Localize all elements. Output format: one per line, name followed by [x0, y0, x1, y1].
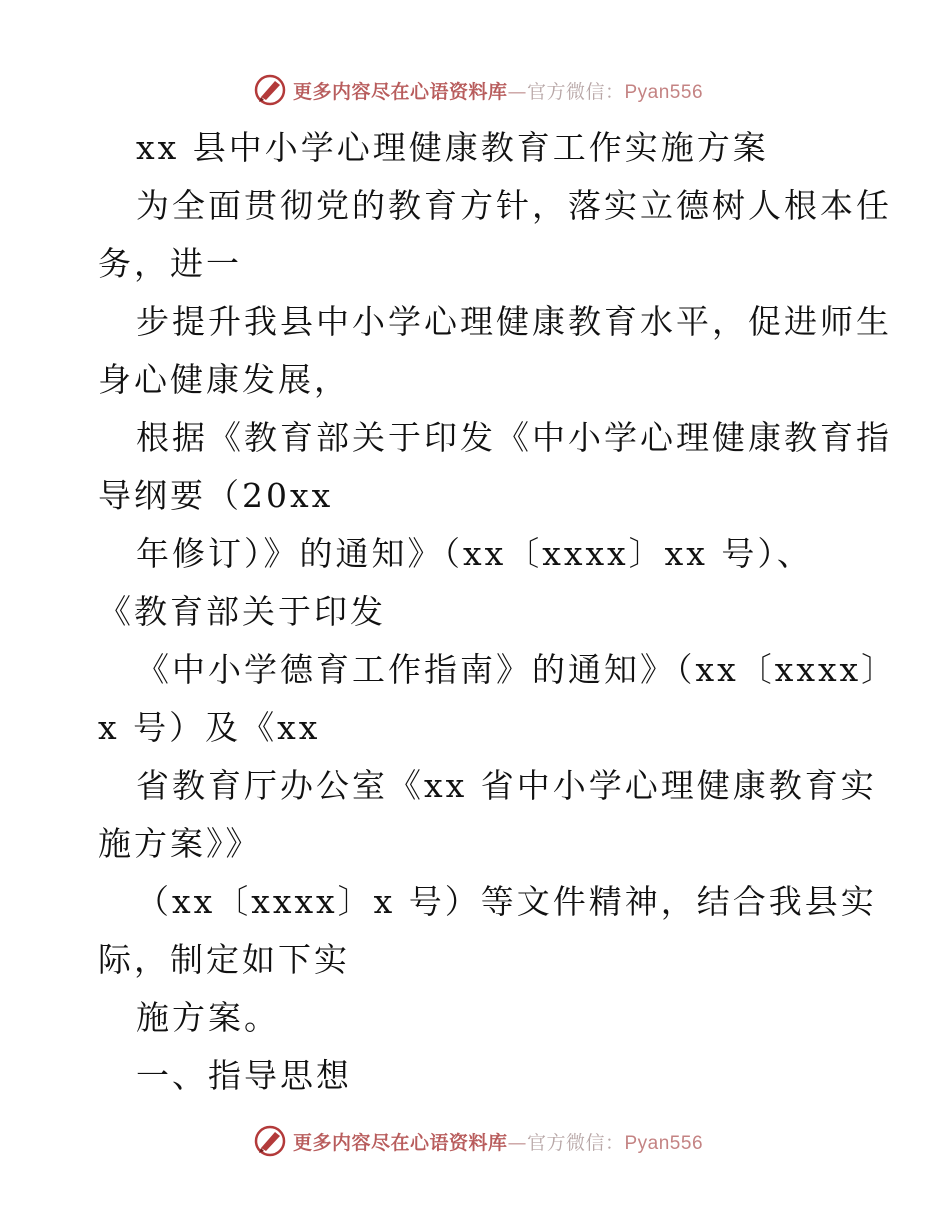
body-line: 为全面贯彻党的教育方针，落实立德树人根本任: [136, 186, 892, 225]
watermark-dash: —: [507, 1131, 527, 1154]
body-line: 省教育厅办公室《xx 省中小学心理健康教育实: [136, 766, 877, 805]
watermark-label: 官方微信：: [526, 80, 625, 103]
watermark-text: [293, 1128, 703, 1155]
watermark-site: 更多内容尽在心语资料库: [292, 80, 508, 103]
watermark-site: 更多内容尽在心语资料库: [292, 1131, 508, 1154]
body-line: 际，制定如下实: [98, 940, 350, 979]
body-line: 施方案》》: [98, 824, 262, 863]
watermark-id: Pyan556: [624, 1132, 704, 1154]
watermark-footer: [0, 1121, 950, 1161]
watermark-label: 官方微信：: [526, 1131, 625, 1154]
watermark-text: [293, 77, 703, 104]
body-line: 导纲要（20xx: [98, 476, 334, 515]
pen-logo-icon: [253, 1124, 287, 1158]
body-line: 根据《教育部关于印发《中小学心理健康教育指: [136, 418, 892, 457]
body-line: x 号）及《xx: [98, 708, 321, 747]
body-line: 施方案。: [136, 998, 280, 1037]
watermark-header: [0, 70, 950, 110]
body-line: 务，进一: [98, 244, 242, 283]
body-line: （xx〔xxxx〕x 号）等文件精神，结合我县实: [136, 882, 877, 921]
body-line: 《中小学德育工作指南》的通知》（xx〔xxxx〕: [136, 650, 898, 689]
document-title: xx 县中小学心理健康教育工作实施方案: [136, 128, 769, 167]
body-line: 步提升我县中小学心理健康教育水平，促进师生: [136, 302, 892, 341]
body-line: 《教育部关于印发: [98, 592, 386, 631]
body-line: 身心健康发展，: [98, 360, 350, 399]
watermark-dash: —: [507, 80, 527, 103]
pen-logo-icon: [253, 73, 287, 107]
section-heading: 一、指导思想: [136, 1056, 352, 1095]
watermark-id: Pyan556: [624, 81, 704, 103]
body-line: 年修订）》的通知》（xx〔xxxx〕xx 号）、: [136, 534, 813, 573]
